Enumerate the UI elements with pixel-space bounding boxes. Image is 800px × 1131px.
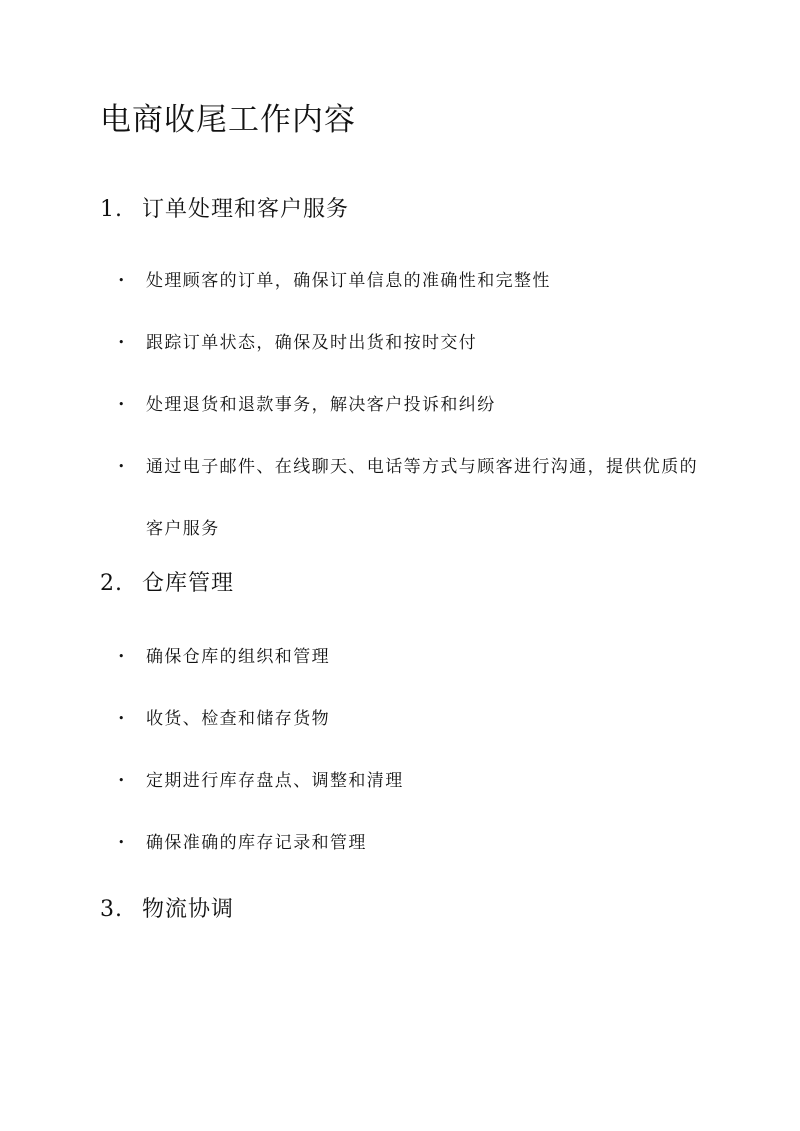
bullet-icon: •	[118, 336, 126, 349]
section-number-3: 3.	[100, 897, 123, 922]
bullet-icon: •	[118, 460, 126, 473]
bullet-icon: •	[118, 398, 126, 411]
list-item-text: 定期进行库存盘点、调整和清理	[146, 771, 404, 791]
section-heading-3	[100, 894, 234, 926]
list-item-text: 处理退货和退款事务，解决客户投诉和纠纷	[146, 395, 496, 415]
list-item	[118, 750, 698, 812]
list-item-text: 确保仓库的组织和管理	[146, 647, 330, 667]
section-title-3: 物流协调	[142, 897, 235, 922]
section-title-1: 订单处理和客户服务	[142, 197, 350, 222]
list-item	[118, 812, 698, 874]
bullet-icon: •	[118, 274, 126, 287]
list-item	[118, 436, 698, 560]
section-title-2: 仓库管理	[142, 571, 235, 596]
list-item	[118, 688, 698, 750]
bullet-icon: •	[118, 774, 126, 787]
section-number-1: 1.	[100, 197, 123, 222]
bullet-icon: •	[118, 650, 126, 663]
bullet-icon: •	[118, 836, 126, 849]
list-item-text: 处理顾客的订单，确保订单信息的准确性和完整性	[146, 271, 551, 291]
list-item	[118, 312, 698, 374]
section-heading-1	[100, 194, 349, 226]
list-item	[118, 374, 698, 436]
list-item-text: 收货、检查和储存货物	[146, 709, 330, 729]
list-item-text: 跟踪订单状态，确保及时出货和按时交付	[146, 333, 478, 353]
list-item-text: 通过电子邮件、在线聊天、电话等方式与顾客进行沟通，提供优质的客户服务	[146, 457, 698, 539]
section-number-2: 2.	[100, 571, 123, 596]
list-item	[118, 250, 698, 312]
list-item-text: 确保准确的库存记录和管理	[146, 833, 367, 853]
section-heading-2	[100, 568, 234, 600]
document-title: 电商收尾工作内容	[100, 102, 356, 138]
list-item	[118, 626, 698, 688]
bullet-icon: •	[118, 712, 126, 725]
